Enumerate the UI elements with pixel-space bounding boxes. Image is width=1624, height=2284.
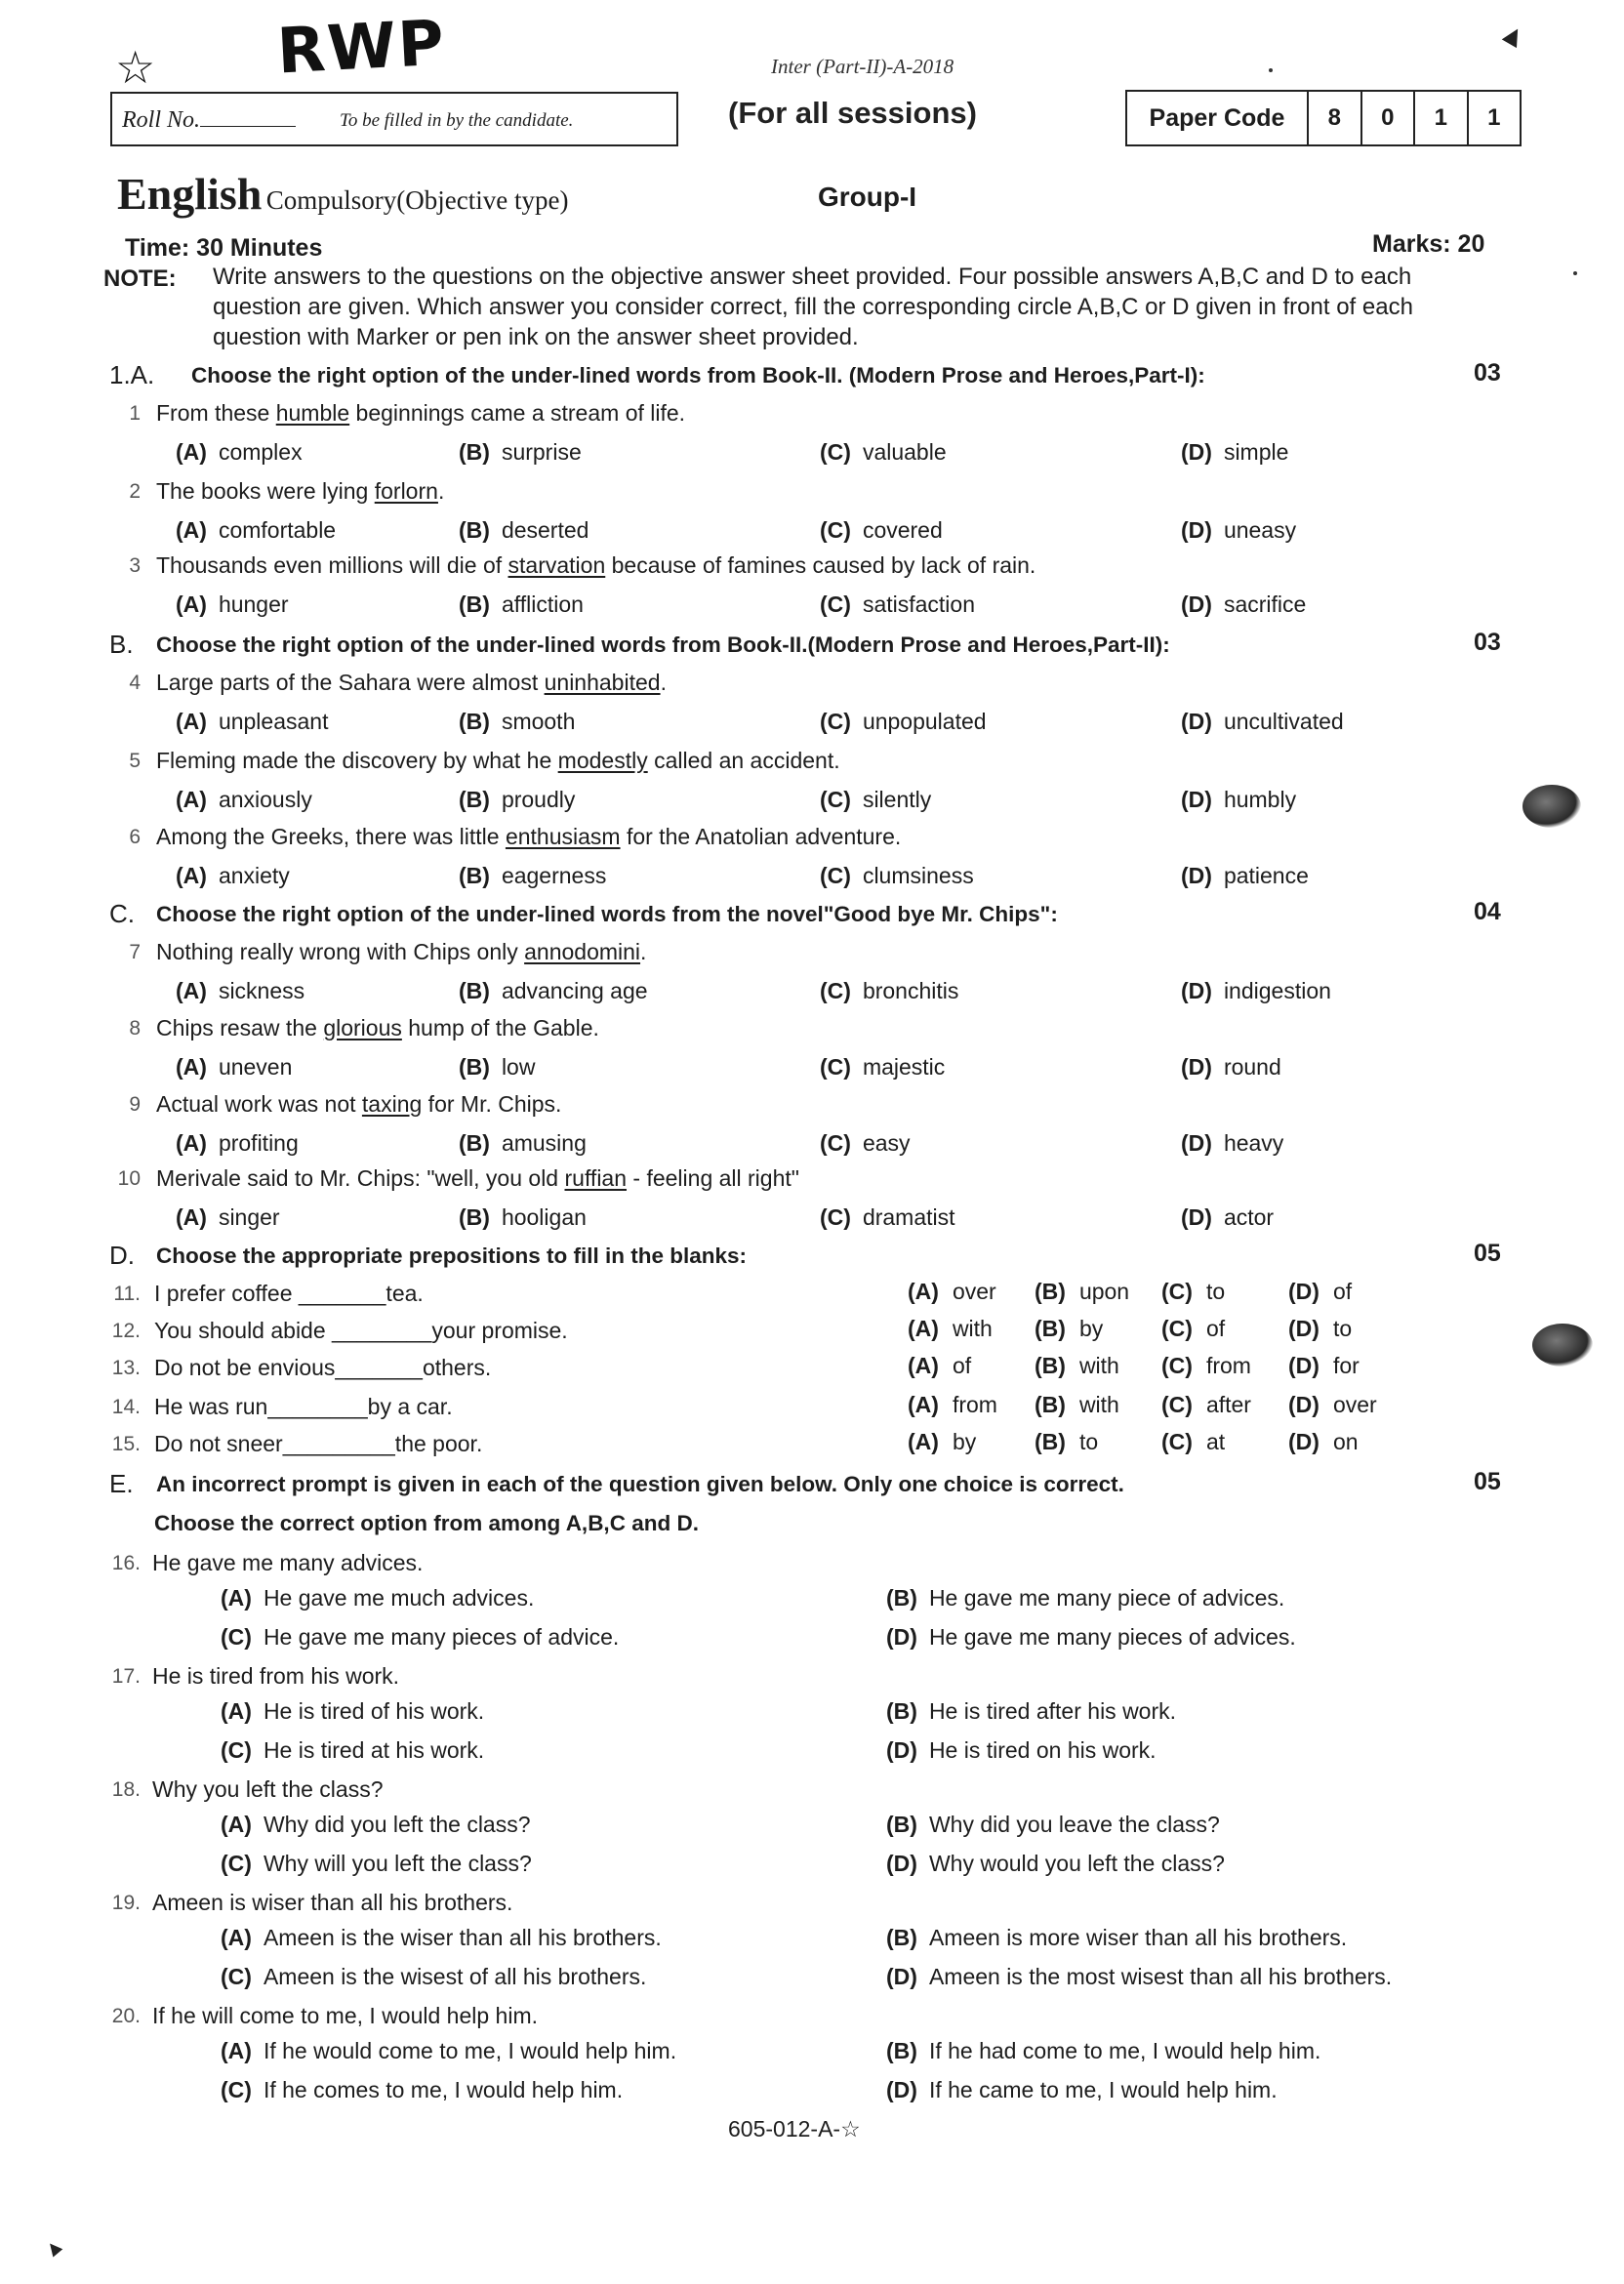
- section-marks: 03: [1474, 359, 1501, 387]
- question-number: 12.: [111, 1320, 141, 1342]
- question-number: 13.: [111, 1357, 141, 1379]
- answer-option[interactable]: (A) profiting: [176, 1130, 299, 1156]
- corner-mark-icon: ▲: [1492, 14, 1535, 58]
- answer-option[interactable]: (C) majestic: [820, 1054, 946, 1080]
- answer-option[interactable]: (A) complex: [176, 439, 303, 465]
- question-text: He gave me many advices.: [152, 1550, 424, 1575]
- paper-code-digit: 0: [1362, 92, 1416, 144]
- question-number: 7: [129, 941, 141, 963]
- answer-option[interactable]: (D) actor: [1181, 1204, 1275, 1230]
- answer-option[interactable]: (D) Why would you left the class?: [886, 1851, 1225, 1876]
- paper-code-label: Paper Code: [1127, 92, 1309, 144]
- answer-option[interactable]: (C) clumsiness: [820, 863, 974, 888]
- answer-option[interactable]: (C) He is tired at his work.: [221, 1737, 485, 1763]
- footer-code: 605-012-A-☆: [728, 2116, 861, 2141]
- underlined-word: modestly: [557, 748, 648, 773]
- question-text: If he will come to me, I would help him.: [152, 2003, 538, 2028]
- underlined-word: starvation: [508, 552, 606, 578]
- answer-option[interactable]: (B) Ameen is more wiser than all his brothers.: [886, 1925, 1348, 1950]
- underlined-word: glorious: [323, 1015, 402, 1040]
- answer-option[interactable]: (B) to: [1035, 1429, 1099, 1454]
- answer-option[interactable]: (B) by: [1035, 1316, 1104, 1341]
- answer-option[interactable]: (B) hooligan: [459, 1204, 587, 1230]
- answer-option[interactable]: (D) uneasy: [1181, 517, 1297, 543]
- question-number: 5: [129, 750, 141, 772]
- answer-option[interactable]: (D) simple: [1181, 439, 1289, 465]
- answer-option[interactable]: (D) If he came to me, I would help him.: [886, 2077, 1278, 2102]
- section-label: E.: [109, 1469, 134, 1498]
- answer-option[interactable]: (B) eagerness: [459, 863, 607, 888]
- question-text: Thousands even millions will die of starvation because of famines caused by lack of rain.: [156, 552, 1036, 578]
- answer-option[interactable]: (D) He is tired on his work.: [886, 1737, 1157, 1763]
- paper-code-digit: 1: [1415, 92, 1469, 144]
- answer-option[interactable]: (A) with: [908, 1316, 993, 1341]
- underlined-word: humble: [275, 400, 350, 426]
- question-number: 2: [129, 480, 141, 503]
- question-number: 1: [129, 402, 141, 425]
- ink-blot: [1532, 1324, 1593, 1366]
- answer-option[interactable]: (C) dramatist: [820, 1204, 955, 1230]
- answer-option[interactable]: (A) sickness: [176, 978, 305, 1003]
- underlined-word: forlorn: [374, 478, 438, 504]
- answer-option[interactable]: (D) sacrifice: [1181, 591, 1307, 617]
- roll-blank[interactable]: [200, 107, 296, 127]
- answer-option[interactable]: (A) hunger: [176, 591, 289, 617]
- underlined-word: enthusiasm: [505, 824, 621, 849]
- question-text: Do not be envious_______others.: [154, 1355, 492, 1380]
- answer-option[interactable]: (A) from: [908, 1392, 997, 1417]
- answer-option[interactable]: (B) affliction: [459, 591, 584, 617]
- ink-blot: [1522, 785, 1581, 828]
- answer-option[interactable]: (C) silently: [820, 787, 932, 812]
- answer-option[interactable]: (A) Ameen is the wiser than all his brothers.: [221, 1925, 662, 1950]
- question-text: Fleming made the discovery by what he modestly called an accident.: [156, 748, 840, 773]
- preposition-options: [908, 1316, 1415, 1342]
- paper-code-digit: 1: [1487, 104, 1501, 131]
- section-label: 1.A.: [109, 360, 155, 389]
- answer-option[interactable]: (B) He is tired after his work.: [886, 1698, 1177, 1724]
- answer-option[interactable]: (D) Ameen is the most wisest than all his brothers.: [886, 1964, 1393, 1989]
- answer-option[interactable]: (D) on: [1288, 1429, 1359, 1454]
- paper-code-box: [1125, 90, 1522, 146]
- question-number: 14.: [111, 1396, 141, 1418]
- section-title: Choose the right option of the under-lined words from Book-II. (Modern Prose and Heroes,Part-I):: [191, 363, 1205, 387]
- answer-option[interactable]: (A) anxiety: [176, 863, 290, 888]
- answer-option[interactable]: (D) of: [1288, 1279, 1353, 1304]
- answer-option[interactable]: (C) He gave me many pieces of advice.: [221, 1624, 620, 1650]
- answer-option[interactable]: (C) of: [1161, 1316, 1226, 1341]
- answer-option[interactable]: (C) Ameen is the wisest of all his brothers.: [221, 1964, 647, 1989]
- question-text: Merivale said to Mr. Chips: "well, you old ruffian - feeling all right": [156, 1165, 799, 1191]
- answer-option[interactable]: (C) Why will you left the class?: [221, 1851, 532, 1876]
- scan-speck: [1573, 271, 1577, 275]
- answer-option[interactable]: (C) covered: [820, 517, 943, 543]
- question-text: I prefer coffee _______tea.: [154, 1281, 424, 1306]
- section-title-line2: Choose the correct option from among A,B,C and D.: [154, 1511, 699, 1535]
- question-text: Large parts of the Sahara were almost uninhabited.: [156, 670, 667, 695]
- preposition-options: [908, 1429, 1415, 1455]
- answer-option[interactable]: (D) over: [1288, 1392, 1377, 1417]
- answer-option[interactable]: (B) amusing: [459, 1130, 587, 1156]
- answer-option[interactable]: (D) round: [1181, 1054, 1281, 1080]
- section-label: C.: [109, 899, 135, 928]
- marks-label: Marks: 20: [1372, 230, 1485, 258]
- roll-label: Roll No.: [122, 107, 201, 133]
- answer-option[interactable]: (B) upon: [1035, 1279, 1130, 1304]
- answer-option[interactable]: (B) smooth: [459, 709, 576, 734]
- answer-option[interactable]: (B) with: [1035, 1353, 1119, 1378]
- preposition-options: [908, 1279, 1415, 1305]
- preposition-options: [908, 1353, 1415, 1379]
- question-number: 6: [129, 826, 141, 848]
- underlined-word: annodomini: [524, 939, 641, 964]
- answer-option[interactable]: (B) deserted: [459, 517, 589, 543]
- section-title: An incorrect prompt is given in each of the question given below. Only one choice is correct.: [156, 1472, 1124, 1496]
- answer-option[interactable]: (A) He is tired of his work.: [221, 1698, 485, 1724]
- underlined-word: uninhabited: [544, 670, 661, 695]
- section-label: B.: [109, 630, 134, 659]
- question-text: The books were lying forlorn.: [156, 478, 445, 504]
- answer-option[interactable]: (D) indigestion: [1181, 978, 1331, 1003]
- question-text: Why you left the class?: [152, 1776, 384, 1802]
- answer-option[interactable]: (A) comfortable: [176, 517, 337, 543]
- subject-subtitle: Compulsory(Objective type): [265, 185, 569, 215]
- question-text: Actual work was not taxing for Mr. Chips.: [156, 1091, 562, 1117]
- section-title: Choose the right option of the under-lined words from the novel"Good bye Mr. Chips":: [156, 902, 1058, 926]
- question-number: 8: [129, 1017, 141, 1040]
- answer-option[interactable]: (C) bronchitis: [820, 978, 959, 1003]
- question-number: 9: [129, 1093, 141, 1116]
- paper-series: Inter (Part-II)-A-2018: [771, 55, 954, 78]
- answer-option[interactable]: (A) Why did you left the class?: [221, 1812, 531, 1837]
- answer-option[interactable]: (D) uncultivated: [1181, 709, 1344, 734]
- answer-option[interactable]: (C) to: [1161, 1279, 1226, 1304]
- roll-number-box[interactable]: [110, 92, 678, 146]
- answer-option[interactable]: (B) with: [1035, 1392, 1119, 1417]
- question-text: Chips resaw the glorious hump of the Gable.: [156, 1015, 599, 1040]
- answer-option[interactable]: (B) advancing age: [459, 978, 648, 1003]
- answer-option[interactable]: (A) uneven: [176, 1054, 293, 1080]
- underlined-word: ruffian: [564, 1165, 628, 1191]
- answer-option[interactable]: (A) If he would come to me, I would help him.: [221, 2038, 677, 2063]
- time-label: Time: 30 Minutes: [125, 234, 323, 262]
- section-label: D.: [109, 1241, 135, 1270]
- question-text: He was run________by a car.: [154, 1394, 453, 1419]
- answer-option[interactable]: (C) If he comes to me, I would help him.: [221, 2077, 624, 2102]
- question-number: 18.: [111, 1778, 141, 1801]
- subject-line: [117, 168, 568, 220]
- question-text: He is tired from his work.: [152, 1663, 400, 1689]
- question-number: 15.: [111, 1433, 141, 1455]
- answer-option[interactable]: (A) anxiously: [176, 787, 312, 812]
- question-number: 10: [117, 1167, 141, 1190]
- answer-option[interactable]: (A) unpleasant: [176, 709, 329, 734]
- answer-option[interactable]: (C) from: [1161, 1353, 1251, 1378]
- answer-option[interactable]: (B) If he had come to me, I would help him.: [886, 2038, 1321, 2063]
- note-label: NOTE:: [103, 265, 177, 292]
- answer-option[interactable]: (B) Why did you leave the class?: [886, 1812, 1220, 1837]
- answer-option[interactable]: (D) He gave me many pieces of advices.: [886, 1624, 1296, 1650]
- answer-option[interactable]: (B) He gave me many piece of advices.: [886, 1585, 1285, 1611]
- section-title: Choose the appropriate prepositions to fill in the blanks:: [156, 1244, 748, 1268]
- answer-option[interactable]: (B) proudly: [459, 787, 576, 812]
- answer-option[interactable]: (D) heavy: [1181, 1130, 1284, 1156]
- note-text: Write answers to the questions on the objective answer sheet provided. Four possible answers A,B,C and D to each question are given. Which answer you consider correct, fill the corresponding circle A,B,C or D given in front of each question with Marker or pen ink on the answer sheet provided.: [213, 264, 1413, 350]
- section-marks: 05: [1474, 1468, 1501, 1495]
- question-text: Ameen is wiser than all his brothers.: [152, 1890, 513, 1915]
- answer-option[interactable]: (D) humbly: [1181, 787, 1297, 812]
- answer-option[interactable]: (C) unpopulated: [820, 709, 987, 734]
- section-marks: 05: [1474, 1240, 1501, 1267]
- answer-option[interactable]: (C) easy: [820, 1130, 911, 1156]
- subject-title: English: [117, 169, 263, 219]
- question-number: 3: [129, 554, 141, 577]
- answer-option[interactable]: (C) at: [1161, 1429, 1226, 1454]
- answer-option[interactable]: (A) by: [908, 1429, 977, 1454]
- answer-option[interactable]: (A) singer: [176, 1204, 280, 1230]
- preposition-options: [908, 1392, 1415, 1418]
- answer-option[interactable]: (C) valuable: [820, 439, 947, 465]
- question-number: 11.: [113, 1283, 141, 1305]
- question-text: From these humble beginnings came a stream of life.: [156, 400, 686, 426]
- answer-option[interactable]: (D) to: [1288, 1316, 1353, 1341]
- answer-option[interactable]: (D) for: [1288, 1353, 1360, 1378]
- question-number: 19.: [111, 1892, 141, 1914]
- answer-option[interactable]: (A) over: [908, 1279, 996, 1304]
- corner-mark-icon: ▲: [37, 2231, 69, 2264]
- scan-speck: [1269, 68, 1273, 72]
- question-text: You should abide ________your promise.: [154, 1318, 568, 1343]
- sessions-label: (For all sessions): [728, 96, 977, 130]
- question-number: 20.: [111, 2005, 141, 2027]
- question-text: Among the Greeks, there was little enthusiasm for the Anatolian adventure.: [156, 824, 902, 849]
- answer-option[interactable]: (C) satisfaction: [820, 591, 975, 617]
- question-number: 16.: [111, 1552, 141, 1574]
- answer-option[interactable]: (D) patience: [1181, 863, 1309, 888]
- answer-option[interactable]: (B) low: [459, 1054, 536, 1080]
- answer-option[interactable]: (C) after: [1161, 1392, 1251, 1417]
- question-number: 17.: [111, 1665, 141, 1688]
- question-number: 4: [129, 672, 141, 694]
- answer-option[interactable]: (A) of: [908, 1353, 972, 1378]
- group-label: Group-I: [818, 182, 917, 212]
- answer-option[interactable]: (A) He gave me much advices.: [221, 1585, 535, 1611]
- question-text: Nothing really wrong with Chips only annodomini.: [156, 939, 647, 964]
- section-marks: 04: [1474, 898, 1501, 925]
- section-title: Choose the right option of the under-lined words from Book-II.(Modern Prose and Heroes,Part-II):: [156, 632, 1170, 657]
- star-icon: ☆: [115, 41, 156, 94]
- section-marks: 03: [1474, 629, 1501, 656]
- rwp-stamp: RWP: [275, 7, 448, 89]
- paper-code-digit: 8: [1309, 92, 1362, 144]
- underlined-word: taxing: [361, 1091, 423, 1117]
- question-text: Do not sneer_________the poor.: [154, 1431, 483, 1456]
- roll-note: To be filled in by the candidate.: [340, 110, 574, 131]
- answer-option[interactable]: (B) surprise: [459, 439, 582, 465]
